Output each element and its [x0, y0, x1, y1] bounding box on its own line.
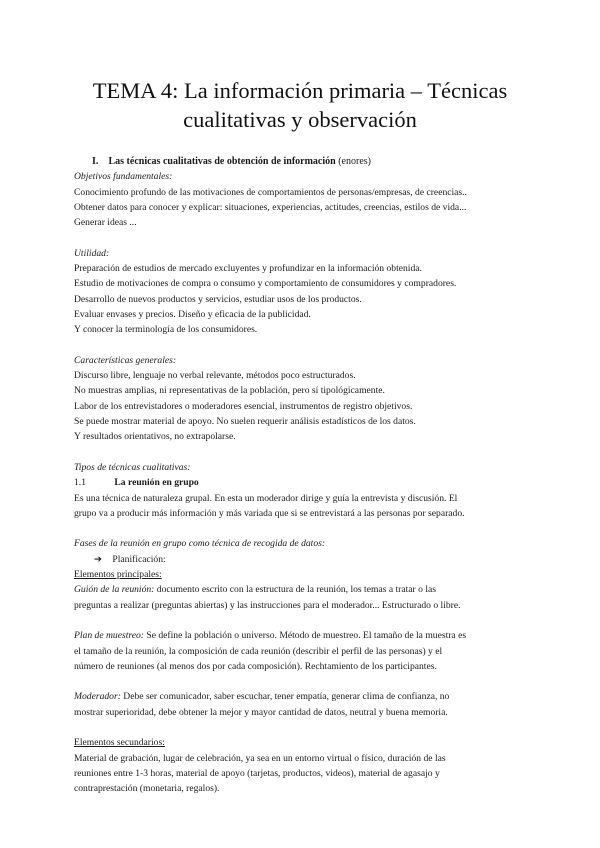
paragraph-line: Obtener datos para conocer y explicar: situaciones, experiencias, actitudes, creencias, estilos de vida...: [74, 201, 467, 213]
paragraph-line: [74, 689, 544, 704]
section-label: Las técnicas cualitativas de obtención de información: [108, 156, 336, 167]
caracteristicas-heading: Características generales:: [74, 354, 177, 366]
paragraph-line: [74, 582, 544, 597]
utilidad-heading: Utilidad:: [74, 247, 110, 259]
paragraph-line: grupo va a producir más información y más variada que si se entrevistará a las personas por separado.: [74, 507, 465, 519]
guion-label: Guión de la reunión:: [74, 584, 155, 596]
moderador-label: Moderador:: [74, 691, 121, 703]
guion-text: documento escrito con la estructura de la reunión, los temas a tratar o las: [154, 584, 436, 596]
paragraph-line: Conocimiento profundo de las motivaciones de comportamientos de personas/empresas, de creencias..: [74, 186, 467, 198]
page-title: [40, 76, 560, 134]
title-line-2: cualitativas y observación: [183, 107, 417, 132]
subsection-heading: [74, 475, 544, 490]
paragraph-line: el tamaño de la reunión, la composición de cada reunión (describir el perfil de las personas) y el: [74, 645, 443, 657]
section-heading: [74, 154, 544, 169]
paragraph-line: No muestras amplias, ni representativas de la población, pero sí tipológicamente.: [74, 385, 385, 397]
bullet-label: Planificación:: [112, 553, 166, 565]
arrow-icon: ➔: [94, 553, 103, 565]
paragraph-line: [74, 628, 544, 643]
principales-heading: Elementos principales:: [74, 569, 162, 581]
paragraph-line: Y conocer la terminología de los consumidores.: [74, 324, 258, 336]
objetivos-heading: Objetivos fundamentales:: [74, 171, 173, 183]
paragraph-line: reuniones entre 1-3 horas, material de apoyo (tarjetas, productos, videos), material de agasajo y: [74, 767, 440, 779]
moderador-text: Debe ser comunicador, saber escuchar, tener empatía, generar clima de confianza, no: [120, 691, 450, 703]
paragraph-line: número de reuniones (al menos dos por cada composición). Rechtamiento de los participantes.: [74, 660, 437, 672]
paragraph-line: Material de grabación, lugar de celebración, ya sea en un entorno virtual o físico, duración de las: [74, 752, 446, 764]
paragraph-line: Preparación de estudios de mercado excluyentes y profundizar en la información obtenida.: [74, 263, 422, 275]
tipos-heading: Tipos de técnicas cualitativas:: [74, 461, 191, 473]
plan-label: Plan de muestreo:: [74, 630, 144, 642]
plan-text: Se define la población o universo. Método de muestreo. El tamaño de la muestra es: [143, 630, 467, 642]
section-number: I.: [92, 156, 99, 167]
paragraph-line: Discurso libre, lenguaje no verbal relevante, métodos poco estructurados.: [74, 370, 356, 382]
paragraph-line: Labor de los entrevistadores o moderadores esencial, instrumentos de registro objetivos.: [74, 400, 413, 412]
paragraph-line: contraprestación (monetaria, regalos).: [74, 783, 220, 795]
paragraph-line: Estudio de motivaciones de compra o consumo y comportamiento de consumidores y compradores.: [74, 278, 457, 290]
secundarios-heading: Elementos secundarios:: [74, 737, 165, 749]
paragraph-line: Evaluar envases y precios. Diseño y eficacia de la publicidad.: [74, 308, 311, 320]
paragraph-line: Se puede mostrar material de apoyo. No suelen requerir análisis estadísticos de los datos.: [74, 416, 416, 428]
paragraph-line: Generar ideas ...: [74, 217, 137, 229]
paragraph-line: mostrar superioridad, debe obtener la mejor y mayor cantidad de datos, neutral y buena memoria.: [74, 706, 448, 718]
fases-heading: Fases de la reunión en grupo como técnica de recogida de datos:: [74, 538, 326, 550]
bullet-item: [74, 552, 544, 567]
paragraph-line: Desarrollo de nuevos productos y servicios, estudiar usos de los productos.: [74, 293, 362, 305]
document-body: [74, 154, 544, 796]
section-paren: (enores): [338, 156, 371, 167]
paragraph-line: Y resultados orientativos, no extrapolarse.: [74, 431, 236, 443]
paragraph-line: preguntas a realizar (preguntas abiertas) y las instrucciones para el moderador... Estructurado o libre.: [74, 599, 461, 611]
subsection-number: 1.1: [74, 477, 86, 489]
subsection-label: La reunión en grupo: [114, 477, 199, 489]
paragraph-line: Es una técnica de naturaleza grupal. En esta un moderador dirige y guía la entrevista y discusión. El: [74, 492, 458, 504]
title-line-1: TEMA 4: La información primaria – Técnicas: [92, 78, 508, 103]
